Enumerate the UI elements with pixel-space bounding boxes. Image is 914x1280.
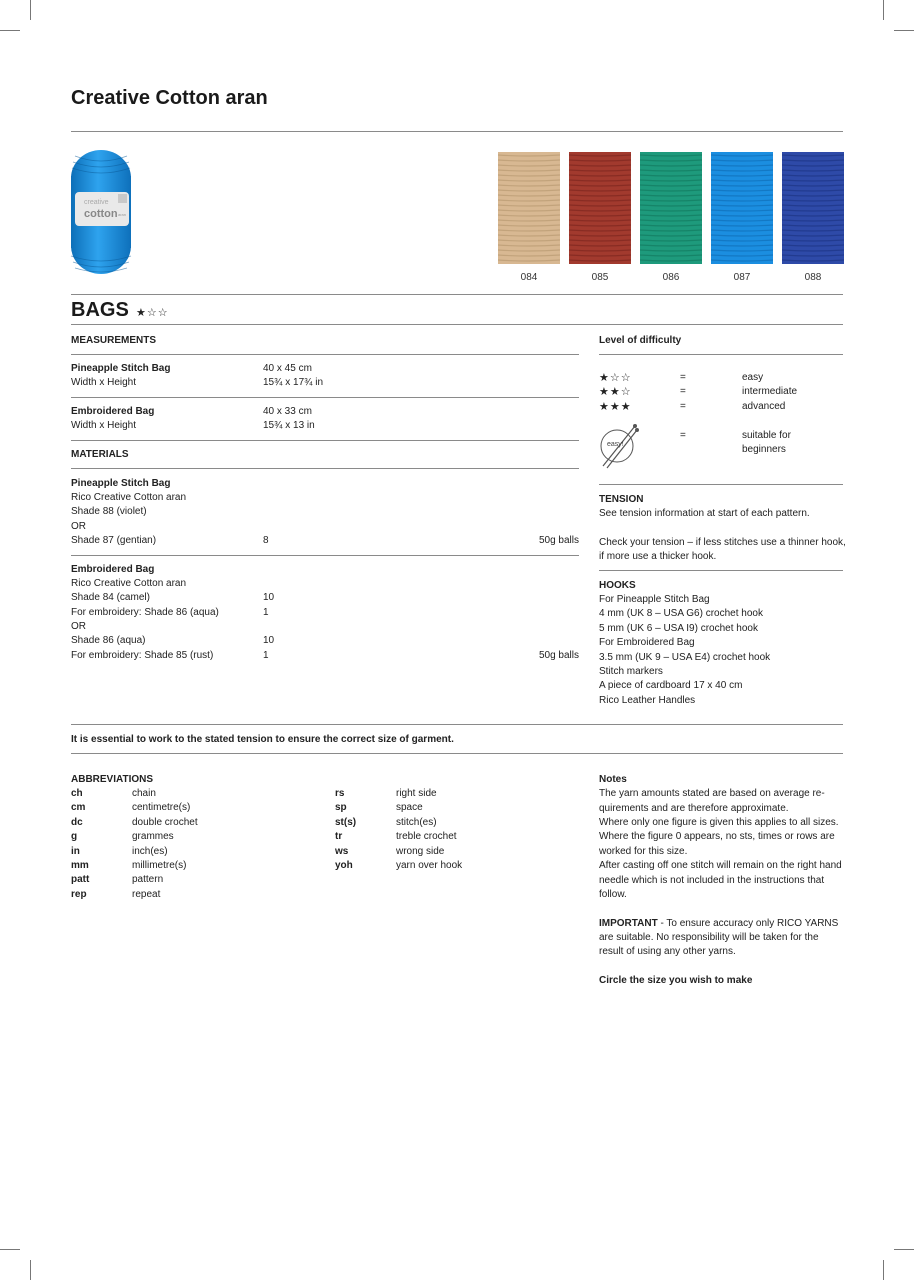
difficulty-label: beginners [742, 444, 786, 455]
circle-size-note: Circle the size you wish to make [599, 975, 753, 986]
divider [71, 724, 843, 725]
yarn-label-brand: creative [84, 199, 109, 206]
material-line: Rico Creative Cotton aran [71, 492, 187, 503]
difficulty-eq: = [680, 401, 686, 412]
hooks-line: Stitch markers [599, 666, 663, 677]
abbreviation-term: dc [71, 816, 83, 828]
notes-line: Where only one figure is given this applies to all sizes. [599, 817, 839, 828]
difficulty-label: suitable for [742, 430, 791, 441]
divider [599, 484, 843, 485]
material-line: Shade 88 (violet) [71, 506, 147, 517]
divider [599, 570, 843, 571]
abbreviation-term: tr [335, 831, 343, 843]
important-label: IMPORTANT [599, 918, 658, 929]
divider [71, 440, 579, 441]
yarn-label-suffix: aran [118, 212, 127, 217]
abbreviation-meaning: double crochet [132, 816, 198, 828]
hooks-line: For Pineapple Stitch Bag [599, 594, 710, 605]
difficulty-label: easy [742, 372, 764, 383]
notes-line: worked for this size. [599, 846, 688, 857]
section-difficulty-stars: ★☆☆ [136, 307, 169, 319]
measurements-heading: MEASUREMENTS [71, 335, 157, 346]
difficulty-stars: ★★★ [599, 401, 632, 413]
material-qty: 10 [263, 592, 275, 603]
crop-mark [883, 1260, 884, 1280]
notes-line: needle which is not included in the instructions that [599, 875, 825, 886]
notes-heading: Notes [599, 774, 627, 785]
notes-line: follow. [599, 889, 627, 900]
difficulty-eq: = [680, 430, 686, 441]
notes-line: are suitable. No responsibility will be taken for the [599, 932, 819, 943]
swatch-code: 087 [733, 272, 751, 283]
measurement-cm: 40 x 33 cm [263, 406, 312, 417]
abbreviation-term: mm [71, 860, 89, 871]
abbreviation-term: rep [71, 888, 87, 900]
swatch-code: 085 [591, 272, 609, 283]
abbreviation-meaning: inch(es) [132, 845, 168, 857]
material-line: For embroidery: Shade 85 (rust) [71, 650, 214, 661]
material-qty: 8 [263, 535, 269, 546]
measurement-cm: 40 x 45 cm [263, 363, 312, 374]
abbreviation-term: yoh [335, 860, 353, 871]
material-line: For embroidery: Shade 86 (aqua) [71, 607, 219, 618]
color-swatch [640, 152, 702, 264]
crop-mark [0, 30, 20, 31]
abbreviation-meaning: chain [132, 788, 156, 799]
divider [71, 324, 843, 325]
section-title: BAGS [71, 299, 129, 321]
measurement-sub: Width x Height [71, 377, 137, 388]
notes-line: After casting off one stitch will remain on the right hand [599, 860, 842, 871]
divider [71, 294, 843, 295]
hooks-line: 3.5 mm (UK 9 – USA E4) crochet hook [599, 652, 771, 663]
abbreviation-term: sp [335, 802, 347, 814]
crop-mark [30, 1260, 31, 1280]
abbreviation-meaning: grammes [132, 831, 174, 843]
yarn-label-name: cotton [84, 208, 118, 220]
material-line: OR [71, 621, 86, 632]
abbreviation-meaning: stitch(es) [396, 816, 437, 828]
material-line: Shade 86 (aqua) [71, 635, 146, 646]
hooks-line: For Embroidered Bag [599, 637, 695, 648]
abbreviation-meaning: centimetre(s) [132, 802, 191, 814]
swatch-code: 086 [662, 272, 680, 283]
abbreviation-term: g [71, 831, 78, 843]
difficulty-eq: = [680, 372, 686, 383]
difficulty-stars: ★☆☆ [599, 372, 632, 384]
abbreviation-meaning: space [396, 802, 423, 814]
hooks-line: 4 mm (UK 8 – USA G6) crochet hook [599, 608, 763, 619]
abbreviation-term: rs [335, 788, 345, 799]
tension-text: Check your tension – if less stitches use a thinner hook, [599, 537, 846, 548]
difficulty-label: intermediate [742, 386, 798, 397]
crop-mark [30, 0, 31, 20]
color-swatch [782, 152, 844, 264]
easy-badge-text: easy! [607, 441, 624, 448]
crop-mark [883, 0, 884, 20]
abbreviation-term: ch [71, 788, 83, 799]
divider [71, 397, 579, 398]
material-name: Embroidered Bag [71, 564, 155, 575]
abbreviation-meaning: wrong side [396, 845, 445, 857]
tension-heading: TENSION [599, 494, 644, 505]
crop-mark [0, 1249, 20, 1250]
divider [71, 354, 579, 355]
abbreviation-term: patt [71, 874, 90, 886]
difficulty-eq: = [680, 386, 686, 397]
abbreviation-meaning: treble crochet [396, 831, 457, 843]
tension-warning: It is essential to work to the stated tension to ensure the correct size of garment. [71, 734, 454, 745]
measurement-name: Pineapple Stitch Bag [71, 363, 171, 374]
measurement-in: 15¾ x 17¾ in [263, 377, 324, 388]
notes-line: result of using any other yarns. [599, 946, 736, 957]
crop-mark [894, 30, 914, 31]
material-line: OR [71, 521, 86, 532]
difficulty-label: advanced [742, 401, 786, 412]
abbreviation-meaning: pattern [132, 874, 164, 886]
page-title: Creative Cotton aran [71, 87, 268, 109]
abbreviation-meaning: repeat [132, 888, 161, 900]
material-qty: 10 [263, 635, 275, 646]
difficulty-stars: ★★☆ [599, 386, 632, 398]
divider [71, 131, 843, 132]
easy-badge-icon [597, 422, 641, 472]
important-text: - To ensure accuracy only RICO YARNS [657, 918, 839, 929]
notes-line: Where the figure 0 appears, no sts, times or rows are [599, 831, 835, 842]
abbreviation-term: ws [335, 845, 349, 857]
material-line: Rico Creative Cotton aran [71, 578, 187, 589]
abbreviation-meaning: yarn over hook [396, 860, 463, 871]
important-note [599, 917, 838, 931]
divider [71, 555, 579, 556]
material-qty: 1 [263, 607, 269, 618]
material-balls: 50g balls [538, 650, 579, 661]
tension-text: See tension information at start of each pattern. [599, 508, 810, 519]
measurement-name: Embroidered Bag [71, 406, 155, 417]
hooks-line: A piece of cardboard 17 x 40 cm [599, 680, 743, 691]
hooks-line: 5 mm (UK 6 – USA I9) crochet hook [599, 623, 758, 634]
divider [599, 354, 843, 355]
material-balls: 50g balls [538, 535, 579, 546]
notes-line: quirements and are therefore approximate. [599, 803, 789, 814]
hooks-line: Rico Leather Handles [599, 695, 696, 706]
swatch-code: 088 [804, 272, 822, 283]
hooks-heading: HOOKS [599, 580, 636, 591]
measurement-sub: Width x Height [71, 420, 137, 431]
abbreviation-meaning: right side [396, 788, 437, 799]
material-line: Shade 87 (gentian) [71, 535, 157, 546]
abbreviation-term: cm [71, 802, 86, 814]
crop-mark [894, 1249, 914, 1250]
materials-heading: MATERIALS [71, 449, 129, 460]
color-swatch [569, 152, 631, 264]
tension-text: if more use a thicker hook. [599, 551, 717, 562]
yarn-ball-image [55, 148, 147, 276]
notes-line: The yarn amounts stated are based on average re- [599, 788, 825, 799]
color-swatch [711, 152, 773, 264]
material-name: Pineapple Stitch Bag [71, 478, 171, 489]
measurement-in: 15¾ x 13 in [263, 420, 315, 431]
abbreviation-term: st(s) [335, 816, 357, 828]
abbreviation-meaning: millimetre(s) [132, 860, 187, 871]
material-qty: 1 [263, 650, 269, 661]
divider [71, 753, 843, 754]
material-line: Shade 84 (camel) [71, 592, 150, 603]
swatch-code: 084 [520, 272, 538, 283]
abbreviation-term: in [71, 845, 80, 857]
divider [71, 468, 579, 469]
color-swatch [498, 152, 560, 264]
difficulty-heading: Level of difficulty [599, 335, 682, 346]
abbreviations-heading: ABBREVIATIONS [71, 774, 154, 785]
